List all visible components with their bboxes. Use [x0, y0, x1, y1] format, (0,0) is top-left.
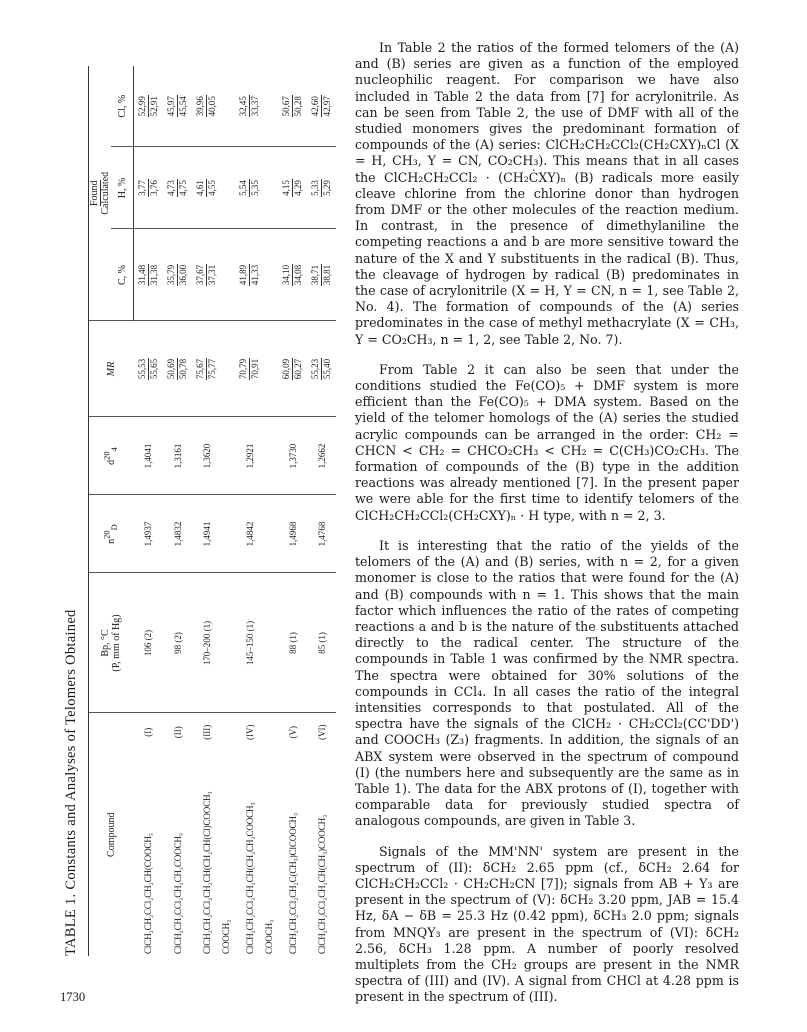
header-bp: [89, 573, 134, 713]
mr-pair: [166, 321, 189, 416]
mr-found: 55,53: [136, 358, 147, 380]
h-calculated: 3,76: [149, 180, 159, 196]
compound-formula: ClCH₂CH₂CCl₂CH₂CH(CH₂CH(Cl)COOCH₃: [201, 791, 212, 954]
header-cl: Cl, %: [111, 66, 134, 147]
mr-found: 55,23: [310, 358, 320, 380]
c-pair: [281, 229, 304, 320]
c-calculated: 37,31: [207, 264, 217, 286]
c-calculated: 34,08: [293, 264, 303, 286]
header-compound: Compound: [89, 713, 134, 956]
compound-formula: ClCH₂CH₂CCl₂CH₂CH(CH₂CH₂COOCH₃: [244, 802, 255, 954]
density: 1,2921: [235, 417, 264, 495]
h-pair: [281, 147, 304, 228]
cl-found: 45,97: [166, 96, 176, 117]
density: 1,3620: [192, 417, 221, 495]
empty-cell: [221, 66, 235, 147]
density: 1,3161: [163, 417, 192, 495]
h-pair: [238, 147, 261, 228]
h-pair: [137, 147, 160, 228]
empty-cell: [264, 495, 278, 573]
cl-found: 42,60: [310, 96, 320, 117]
bp-value: 98 (2): [163, 573, 192, 713]
header-density-label: d: [105, 459, 117, 465]
cl-pair: [137, 66, 160, 146]
empty-cell: [221, 147, 235, 229]
c-calculated: 41,33: [250, 264, 260, 286]
table-row: [192, 66, 221, 956]
paragraph-3: It is interesting that the ratio of the yields of the telomers of the (A) and (B) series, with n = 2, for a given monomer is close to the ratios that were found for the (A) and (B) compounds with n = 1. This shows that the main factor which influences the ratio of the rates of competing reactions a and b is the nature of the substituents attached directly to the radical center. The structure of the compounds in Table 1 was confirmed by the NMR spectra. The spectra were obtained for 30% solutions of the compounds in CCl₄. In all cases the ratio of the integral intensities corresponds to that postulated. All of the spectra have the signals of the ClCH₂ · CH₂CCl₂(CC'DD') and COOCH₃ (Z₃) fragments. In addition, the signals of an ABX system were observed in the spectrum of compound (I) (the numbers here and subsequently are the same as in Table 1). The data for the ABX protons of (I), together with comparable data for previously studied spectra of analogous compounds, are given in Table 3.: [355, 537, 739, 829]
c-found: 35,79: [166, 264, 176, 286]
c-values: [134, 229, 164, 321]
c-found: 37,67: [195, 264, 205, 286]
c-values: [163, 229, 192, 321]
h-values: [235, 147, 264, 229]
mr-values: [307, 321, 336, 417]
table-row: [163, 66, 192, 956]
refractive-index: 1,4941: [192, 495, 221, 573]
density: 1,2662: [307, 417, 336, 495]
compound-formula-continuation: COOCH₃: [264, 919, 274, 954]
mr-calculated: 75,77: [207, 358, 217, 380]
cl-pair: [166, 66, 189, 146]
header-density-sub: 4: [108, 447, 119, 452]
table-1-region: [58, 66, 348, 956]
mr-values: [163, 321, 192, 417]
mr-found: 60,09: [281, 358, 291, 380]
c-pair: [137, 229, 160, 320]
c-values: [307, 229, 336, 321]
c-pair: [195, 229, 218, 320]
mr-pair: [310, 321, 333, 416]
cl-values: [192, 66, 221, 147]
header-bp-unit: (P, mm of Hg): [111, 614, 123, 672]
header-found: Found: [89, 180, 100, 207]
cl-pair: [310, 66, 333, 146]
refractive-index: 1,4832: [163, 495, 192, 573]
c-values: [192, 229, 221, 321]
bp-value: 88 (1): [278, 573, 307, 713]
empty-cell: [264, 321, 278, 417]
header-bp-label: Bp, °C: [100, 629, 112, 657]
header-found-calculated: [89, 66, 112, 321]
c-calculated: 36,00: [178, 264, 188, 286]
compound-formula: ClCH₂CH₂CCl₂CH₂C(CH₃)ClCOOCH₃: [287, 813, 298, 954]
cl-pair: [238, 66, 261, 146]
h-calculated: 5,35: [250, 180, 260, 196]
paragraph-4: Signals of the MM'NN' system are present in the spectrum of (II): δCH₂ 2.65 ppm (cf., δCH₂ 2.64 for ClCH₂CH₂CCl₂ · CH₂CH₂CN [7]); signals from AB + Y₃ are present in the spectrum of (V): δCH₂ 3.20 ppm, JAB = 15.4 Hz, δA − δB = 25.3 Hz (0.42 ppm), δCH₃ 2.0 ppm; signals from MNQY₃ are present in the spectrum of (VI): δCH₂ 2.56, δCH₃ 1.28 ppm. A number of poorly resolved multiplets from the CH₂ groups are present in the NMR spectra of (III) and (IV). A signal from CHCl at 4.28 ppm is present in the spectrum of (III).: [355, 843, 739, 1005]
compound-formula: ClCH₂CH₂CCl₂CH₂CH(COOCH₃: [143, 833, 154, 954]
mr-pair: [281, 321, 304, 416]
c-values: [235, 229, 264, 321]
mr-calculated: 55,65: [148, 358, 159, 380]
table-row: [307, 66, 336, 956]
h-found: 4,15: [281, 180, 291, 196]
empty-cell: [221, 573, 235, 713]
refractive-index: 1,4968: [278, 495, 307, 573]
header-nd-sub: D: [108, 524, 119, 531]
compound-number: (V): [287, 726, 298, 739]
h-values: [307, 147, 336, 229]
refractive-index: 1,4842: [235, 495, 264, 573]
compound-number: (VI): [316, 724, 327, 740]
h-found: 5,54: [238, 180, 248, 196]
h-found: 3,77: [137, 180, 147, 196]
c-found: 31,48: [137, 264, 147, 286]
empty-cell: [221, 417, 235, 495]
cl-calculated: 50,28: [293, 96, 303, 117]
compound-number: (II): [172, 726, 183, 739]
mr-pair: [195, 321, 218, 416]
header-c: C, %: [111, 229, 134, 321]
empty-cell: [264, 147, 278, 229]
mr-values: [235, 321, 264, 417]
compound-formula: ClCH₂CH₂CCl₂CH₂CH(CH₃)COOCH₃: [316, 814, 327, 954]
density: 1,3730: [278, 417, 307, 495]
compound-formula-continuation: COOCH₃: [221, 919, 231, 954]
bp-value: 85 (1): [307, 573, 336, 713]
table-row: [134, 66, 164, 956]
cl-calculated: 33,37: [250, 96, 260, 117]
c-pair: [238, 229, 261, 320]
mr-pair: [137, 321, 160, 416]
empty-cell: [264, 66, 278, 147]
table-body: [134, 66, 337, 956]
table-row: [278, 66, 307, 956]
header-nd-sup: 20: [101, 530, 112, 539]
h-values: [278, 147, 307, 229]
mr-calculated: 60,27: [293, 358, 303, 380]
h-found: 4,61: [195, 180, 205, 196]
c-calculated: 38,81: [322, 264, 332, 286]
c-found: 41,89: [238, 264, 248, 286]
h-values: [163, 147, 192, 229]
page-number: 1730: [60, 990, 86, 1004]
header-calculated: Calculated: [100, 171, 111, 215]
table-1: [58, 66, 348, 956]
cl-pair: [281, 66, 304, 146]
text-column: [355, 40, 739, 1020]
h-values: [192, 147, 221, 229]
header-mr-label: MR: [105, 361, 117, 377]
bp-value: 145–150 (1): [235, 573, 264, 713]
density: 1,4041: [134, 417, 164, 495]
cl-found: 32,45: [238, 96, 248, 117]
h-found: 4,73: [166, 180, 176, 196]
c-pair: [166, 229, 189, 320]
paragraph-2: From Table 2 it can also be seen that under the conditions studied the Fe(CO)₅ + DMF system is more efficient than the Fe(CO)₅ + DMA system. Based on the yield of the telomer homologs of the (A) series the studied acrylic compounds can be arranged in the order: CH₂ = CHCN < CH₂ = CHCO₂CH₃ < CH₂ = C(CH₃)CO₂CH₃. The formation of compounds of the (B) type in the addition reactions was already mentioned [7]. In the present paper we were able for the first time to identify telomers of the ClCH₂CH₂CCl₂(CH₂CXY)ₙ · H type, with n = 2, 3.: [355, 361, 739, 523]
header-mr: [89, 321, 134, 417]
h-pair: [166, 147, 189, 228]
cl-pair: [195, 66, 218, 146]
cl-found: 39,96: [195, 96, 205, 117]
header-nd-label: n: [105, 538, 117, 544]
refractive-index: 1,4768: [307, 495, 336, 573]
header-h: H, %: [111, 147, 134, 229]
h-calculated: 5,29: [322, 180, 332, 196]
cl-found: 50,67: [281, 96, 291, 117]
cl-values: [278, 66, 307, 147]
mr-calculated: 70,91: [250, 358, 260, 380]
table-row-continuation: [264, 66, 278, 956]
mr-found: 75,67: [195, 358, 205, 380]
header-density-sup: 20: [101, 451, 112, 460]
empty-cell: [264, 229, 278, 321]
header-density: [89, 417, 134, 495]
mr-values: [192, 321, 221, 417]
h-calculated: 4,29: [293, 180, 303, 196]
cl-calculated: 42,97: [322, 96, 332, 117]
empty-cell: [264, 573, 278, 713]
c-pair: [310, 229, 333, 320]
cl-values: [134, 66, 164, 147]
empty-cell: [221, 713, 235, 751]
compound-number: (I): [143, 727, 154, 737]
h-calculated: 4,55: [207, 180, 217, 196]
paragraph-1: In Table 2 the ratios of the formed telomers of the (A) and (B) series are given as a function of the employed nucleophilic reagent. For comparison we have also included in Table 2 the data from [7] for acrylonitrile. As can be seen from Table 2, the use of DMF with all of the studied monomers gives the predominant formation of compounds of the (A) series: ClCH₂CH₂CCl₂(CH₂CXY)ₙCl (X = H, CH₃, Y = CN, CO₂CH₃). This means that in all cases the ClCH₂CH₂CCl₂ · (CH₂ĊXY)ₙ (B) radicals more easily cleave chlorine from the chlorine donor than hydrogen from DMF or the other molecules of the reaction medium. In contrast, in the presence of dimethylaniline the competing reactions a and b are more sensitive toward the nature of the X and Y substituents in the radical (B). Thus, the cleavage of hydrogen by radical (B) predominates in the case of acrylonitrile (X = H, Y = CN, n = 1, see Table 2, No. 4). The formation of compounds of the (A) series predominates in the case of methyl methacrylate (X = CH₃, Y = CO₂CH₃, n = 1, 2, see Table 2, No. 7).: [355, 40, 739, 347]
empty-cell: [221, 229, 235, 321]
cl-calculated: 40,05: [207, 96, 217, 117]
empty-cell: [221, 321, 235, 417]
c-found: 38,71: [310, 264, 320, 286]
mr-values: [278, 321, 307, 417]
compound-number: (III): [201, 724, 212, 740]
table-title: TABLE 1. Constants and Analyses of Telomers Obtained: [63, 609, 79, 956]
empty-cell: [264, 713, 278, 751]
c-calculated: 31,38: [149, 264, 159, 286]
table-row-continuation: [221, 66, 235, 956]
mr-found: 70,79: [238, 358, 248, 380]
h-calculated: 4,75: [178, 180, 188, 196]
mr-found: 50,69: [166, 358, 176, 380]
cl-values: [163, 66, 192, 147]
h-pair: [310, 147, 333, 228]
cl-found: 52,99: [137, 96, 147, 117]
mr-calculated: 50,78: [178, 358, 188, 380]
header-nd: [89, 495, 134, 573]
c-found: 34,10: [281, 264, 291, 286]
c-values: [278, 229, 307, 321]
empty-cell: [264, 417, 278, 495]
compound-formula: ClCH₂CH₂CCl₂CH₂CH₂COOCH₃: [172, 833, 183, 954]
mr-calculated: 55,40: [322, 358, 332, 380]
table-row: [235, 66, 264, 956]
mr-pair: [238, 321, 261, 416]
compound-number: (IV): [244, 724, 255, 740]
telomer-table: [88, 66, 336, 956]
cl-calculated: 45,54: [178, 96, 188, 117]
cl-calculated: 52,91: [149, 96, 159, 117]
bp-value: 170–200 (1): [192, 573, 221, 713]
h-pair: [195, 147, 218, 228]
cl-values: [307, 66, 336, 147]
bp-value: 106 (2): [134, 573, 164, 713]
empty-cell: [221, 495, 235, 573]
h-values: [134, 147, 164, 229]
refractive-index: 1,4937: [134, 495, 164, 573]
mr-values: [134, 321, 164, 417]
h-found: 5,33: [310, 180, 320, 196]
cl-values: [235, 66, 264, 147]
